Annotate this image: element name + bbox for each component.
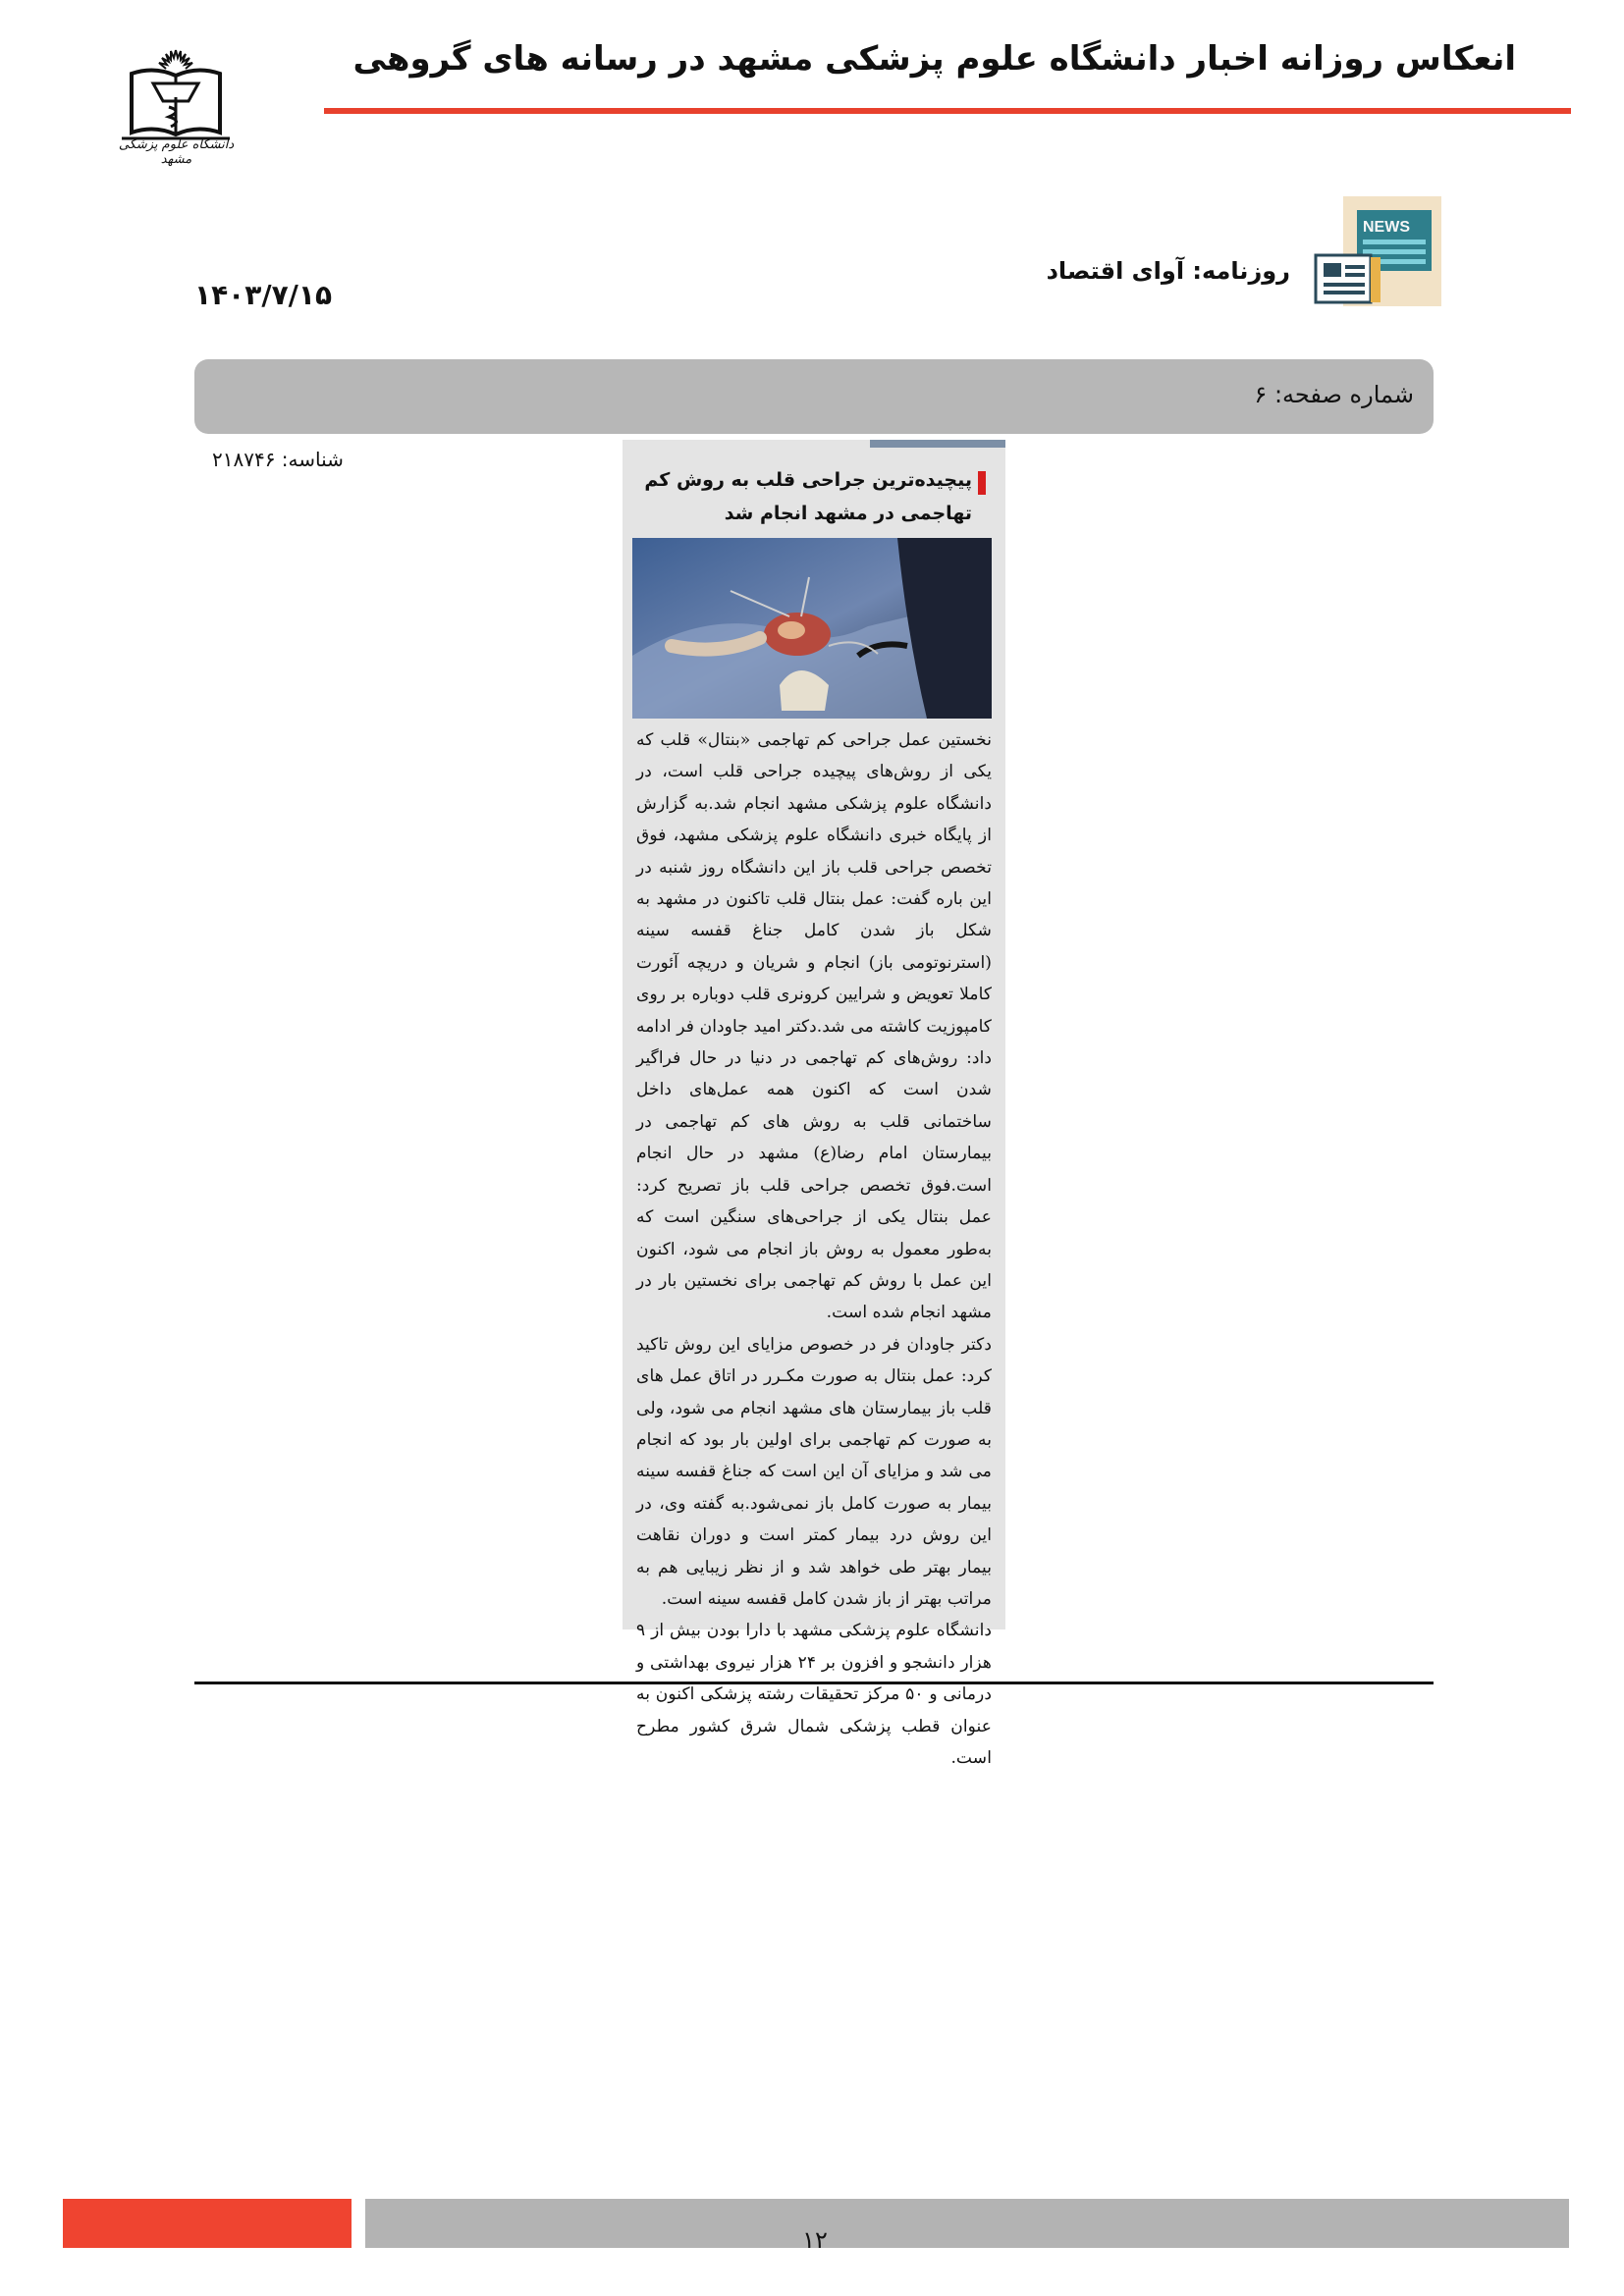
logo-caption: دانشگاه علوم پزشکی مشهد — [118, 137, 235, 167]
footer-page-number: ۱۲ — [802, 2226, 828, 2254]
newspaper-icon — [1314, 196, 1441, 306]
news-icon-label: NEWS — [1363, 219, 1410, 236]
article-paragraph: دکتر جاودان فر در خصوص مزایای این روش تاکید کرد: عمل بنتال به صورت مکـرر در اتاق عمل های قلب باز بیمارستان های مشهد انجام می شود، ولی به صورت کم تهاجمی برای اولین بار بود که انجام می شد و مزایای آن این است که جناغ قفسه سینه بیمار به صورت کامل باز نمی‌شود.به گفته وی، در این روش درد بیمار کمتر است و دوران نقاهت بیمار بهتر طی خواهد شد و از نظر زیبایی هم به مراتب بهتر از باز شدن کامل قفسه سینه است. — [636, 1334, 992, 1609]
footer-red-bar — [63, 2199, 352, 2248]
publication-date: ۱۴۰۳/۷/۱۵ — [194, 279, 333, 311]
footer-gray-bar — [365, 2199, 1569, 2248]
page-title: انعکاس روزانه اخبار دانشگاه علوم پزشکی مشهد در رسانه های گروهی — [352, 39, 1516, 79]
surgery-photo — [632, 538, 992, 719]
article-body — [636, 724, 992, 1774]
page-number-bar — [194, 359, 1434, 434]
article-headline: پیچیده‌ترین جراحی قلب به روش کم تهاجمی در مشهد انجام شد — [644, 469, 972, 524]
header-divider — [324, 108, 1571, 114]
article-paragraph: دانشگاه علوم پزشکی مشهد با دارا بودن بیش از ۹ هزار دانشجو و افزون بر ۲۴ هزار نیروی بهداشتی و درمانی و ۵۰ مرکز تحقیقات رشته پزشکی اکنون به عنوان قطب پزشکی شمال شرق کشور مطرح است. — [636, 1621, 992, 1768]
document-identifier: شناسه: ۲۱۸۷۴۶ — [212, 448, 344, 471]
article-paragraph: نخستین عمل جراحی کم تهاجمی «بنتال» قلب که یکی از روش‌های پیچیده جراحی قلب است، در دانشگاه علوم پزشکی مشهد انجام شد.به گزارش از پایگاه خبری دانشگاه علوم پزشکی مشهد، فوق تخصص جراحی قلب باز این دانشگاه روز شنبه در این باره گفت: عمل بنتال قلب تاکنون در مشهد به شکل باز شدن کامل جناغ قفسه سینه (استرنوتومی باز) انجام و شریان و دریچه آئورت کاملا تعویض و شرایین کرونری قلب دوباره بر روی کامپوزیت کاشته می شد.دکتر امید جاودان فر ادامه داد: روش‌های کم تهاجمی در دنیا در حال فراگیر شدن است که اکنون همه عمل‌های داخل ساختمانی قلب به روش های کم تهاجمی در بیمارستان امام رضا(ع) مشهد در حال انجام است.فوق تخصص جراحی قلب باز تصریح کرد: عمل بنتال یکی از جراحی‌های سنگین است که به‌طور معمول به روش باز انجام می شود، اکنون این عمل با روش کم تهاجمی برای نخستین بار در مشهد انجام شده است. — [636, 730, 992, 1323]
newspaper-clipping — [623, 440, 1005, 1768]
section-divider — [194, 1682, 1434, 1684]
page-number: شماره صفحه: ۶ — [1254, 381, 1414, 408]
newspaper-name: روزنامه: آوای اقتصاد — [1046, 257, 1290, 285]
headline-marker — [978, 471, 986, 495]
clipping-top-bar — [870, 440, 1005, 448]
